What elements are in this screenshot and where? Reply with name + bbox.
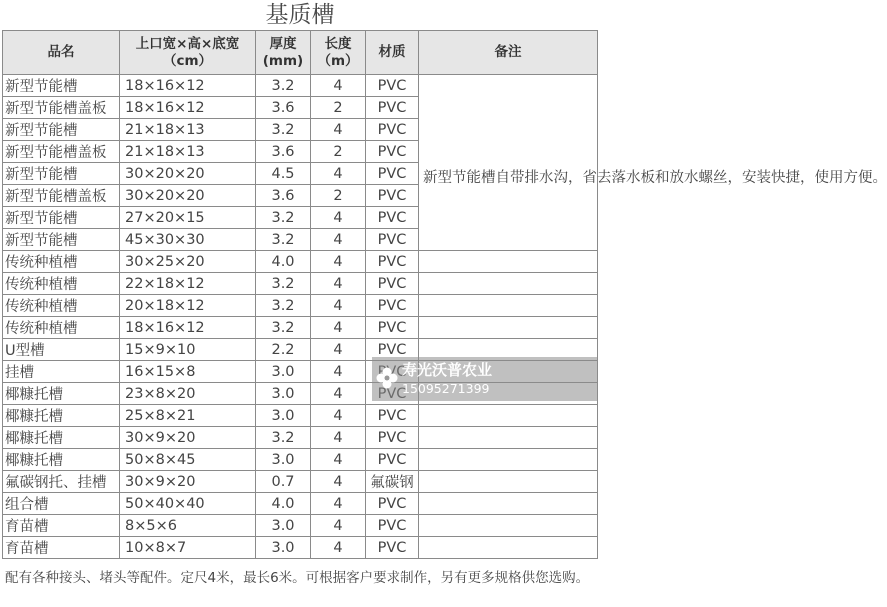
table-row — [3, 75, 598, 97]
cell-name: U型槽 — [3, 339, 120, 361]
cell-material: PVC — [366, 97, 419, 119]
cell-name: 新型节能槽 — [3, 75, 120, 97]
cell-thickness: 4.0 — [256, 251, 311, 273]
page-title: 基质槽 — [265, 2, 335, 28]
cell-length: 4 — [311, 471, 366, 493]
cell-material: PVC — [366, 185, 419, 207]
cell-thickness: 3.2 — [256, 229, 311, 251]
cell-thickness: 3.6 — [256, 185, 311, 207]
table-row — [3, 449, 598, 471]
cell-material: PVC — [366, 119, 419, 141]
header-length-line1: 长度 — [324, 35, 352, 52]
cell-material: 氟碳钢 — [366, 471, 419, 493]
cell-length: 4 — [311, 273, 366, 295]
table-row — [3, 493, 598, 515]
cell-material: PVC — [366, 295, 419, 317]
cell-material: PVC — [366, 229, 419, 251]
cell-thickness: 3.0 — [256, 515, 311, 537]
header-material: 材质 — [366, 31, 419, 75]
cell-name: 新型节能槽 — [3, 163, 120, 185]
cell-length: 4 — [311, 295, 366, 317]
spec-table — [2, 30, 887, 559]
header-thickness — [256, 31, 311, 75]
header-size-line2: （cm） — [162, 52, 213, 69]
cell-material: PVC — [366, 75, 419, 97]
cell-note-empty — [419, 537, 598, 559]
cell-thickness: 3.2 — [256, 207, 311, 229]
cell-size: 21×18×13 — [120, 119, 256, 141]
cell-name: 新型节能槽盖板 — [3, 185, 120, 207]
cell-length: 4 — [311, 515, 366, 537]
cell-length: 4 — [311, 493, 366, 515]
cell-length: 4 — [311, 405, 366, 427]
cell-material: PVC — [366, 141, 419, 163]
cell-name: 椰糠托槽 — [3, 383, 120, 405]
cell-size: 18×16×12 — [120, 317, 256, 339]
cell-length: 4 — [311, 229, 366, 251]
header-size — [120, 31, 256, 75]
cell-size: 30×9×20 — [120, 427, 256, 449]
cell-material: PVC — [366, 163, 419, 185]
cell-thickness: 3.2 — [256, 317, 311, 339]
cell-note-empty — [419, 295, 598, 317]
cell-size: 50×8×45 — [120, 449, 256, 471]
cell-size: 21×18×13 — [120, 141, 256, 163]
cell-thickness: 3.6 — [256, 141, 311, 163]
cell-thickness: 3.0 — [256, 383, 311, 405]
cell-name: 新型节能槽盖板 — [3, 141, 120, 163]
table-row — [3, 273, 598, 295]
cell-size: 8×5×6 — [120, 515, 256, 537]
cell-thickness: 3.2 — [256, 295, 311, 317]
cell-thickness: 3.2 — [256, 427, 311, 449]
table-row — [3, 537, 598, 559]
watermark-phone: 15095271399 — [402, 381, 490, 396]
cell-name: 氟碳钢托、挂槽 — [3, 471, 120, 493]
table-row — [3, 295, 598, 317]
cell-name: 传统种植槽 — [3, 251, 120, 273]
header-note: 备注 — [419, 31, 598, 75]
cell-size: 22×18×12 — [120, 273, 256, 295]
cell-thickness: 3.0 — [256, 449, 311, 471]
cell-thickness: 4.5 — [256, 163, 311, 185]
cell-length: 4 — [311, 537, 366, 559]
cell-thickness: 3.2 — [256, 273, 311, 295]
table-row — [3, 317, 598, 339]
cell-name: 新型节能槽 — [3, 229, 120, 251]
table-row — [3, 251, 598, 273]
cell-note-empty — [419, 471, 598, 493]
header-length-line2: （m） — [317, 52, 359, 69]
cell-note-empty — [419, 515, 598, 537]
cell-size: 23×8×20 — [120, 383, 256, 405]
cell-material: PVC — [366, 537, 419, 559]
cell-note-empty — [419, 317, 598, 339]
table-row — [3, 471, 598, 493]
cell-thickness: 3.2 — [256, 75, 311, 97]
cell-length: 4 — [311, 119, 366, 141]
cell-length: 2 — [311, 141, 366, 163]
cell-name: 椰糠托槽 — [3, 405, 120, 427]
cell-material: PVC — [366, 251, 419, 273]
cell-name: 新型节能槽盖板 — [3, 97, 120, 119]
cell-material: PVC — [366, 317, 419, 339]
cell-name: 新型节能槽 — [3, 119, 120, 141]
cell-length: 4 — [311, 449, 366, 471]
table-row — [3, 427, 598, 449]
cell-size: 45×30×30 — [120, 229, 256, 251]
table-row — [3, 405, 598, 427]
cell-length: 4 — [311, 251, 366, 273]
cell-note-empty — [419, 273, 598, 295]
cell-length: 4 — [311, 383, 366, 405]
cell-note-empty — [419, 449, 598, 471]
cell-size: 18×16×12 — [120, 97, 256, 119]
header-size-line1: 上口宽×高×底宽 — [135, 35, 240, 52]
cell-material: PVC — [366, 273, 419, 295]
table-body — [3, 75, 887, 559]
cell-size: 15×9×10 — [120, 339, 256, 361]
cell-size: 16×15×8 — [120, 361, 256, 383]
header-thickness-line1: 厚度 — [269, 35, 297, 52]
cell-note-empty — [419, 493, 598, 515]
cell-name: 传统种植槽 — [3, 273, 120, 295]
cell-size: 30×9×20 — [120, 471, 256, 493]
cell-thickness: 2.2 — [256, 339, 311, 361]
cell-thickness: 3.6 — [256, 97, 311, 119]
cell-material: PVC — [366, 515, 419, 537]
cell-material: PVC — [366, 405, 419, 427]
cell-name: 育苗槽 — [3, 515, 120, 537]
cell-name: 新型节能槽 — [3, 207, 120, 229]
cell-material: PVC — [366, 493, 419, 515]
cell-note-empty — [419, 427, 598, 449]
cell-thickness: 3.0 — [256, 361, 311, 383]
cell-size: 30×20×20 — [120, 163, 256, 185]
cell-size: 10×8×7 — [120, 537, 256, 559]
cell-size: 50×40×40 — [120, 493, 256, 515]
cell-size: 18×16×12 — [120, 75, 256, 97]
flower-logo-icon — [376, 365, 398, 391]
cell-thickness: 3.0 — [256, 537, 311, 559]
cell-length: 4 — [311, 427, 366, 449]
cell-length: 2 — [311, 185, 366, 207]
cell-name: 组合槽 — [3, 493, 120, 515]
cell-name: 椰糠托槽 — [3, 427, 120, 449]
cell-material: PVC — [366, 207, 419, 229]
cell-name: 椰糠托槽 — [3, 449, 120, 471]
cell-name: 传统种植槽 — [3, 295, 120, 317]
cell-length: 4 — [311, 75, 366, 97]
cell-material: PVC — [366, 339, 419, 361]
cell-length: 4 — [311, 361, 366, 383]
cell-length: 2 — [311, 97, 366, 119]
cell-size: 30×25×20 — [120, 251, 256, 273]
cell-size: 25×8×21 — [120, 405, 256, 427]
cell-length: 4 — [311, 339, 366, 361]
cell-thickness: 3.0 — [256, 405, 311, 427]
cell-material: PVC — [366, 427, 419, 449]
cell-note: 新型节能槽自带排水沟，省去落水板和放水螺丝，安装快捷，使用方便。 — [419, 75, 598, 251]
cell-size: 30×20×20 — [120, 185, 256, 207]
cell-note-empty — [419, 405, 598, 427]
cell-thickness: 0.7 — [256, 471, 311, 493]
cell-length: 4 — [311, 207, 366, 229]
cell-thickness: 4.0 — [256, 493, 311, 515]
cell-material: PVC — [366, 449, 419, 471]
header-thickness-line2: (mm) — [262, 52, 304, 69]
cell-name: 育苗槽 — [3, 537, 120, 559]
cell-length: 4 — [311, 317, 366, 339]
header-name: 品名 — [3, 31, 120, 75]
cell-name: 传统种植槽 — [3, 317, 120, 339]
table-header-row — [3, 31, 598, 75]
header-length — [311, 31, 366, 75]
watermark-company-name: 寿光沃普农业 — [402, 361, 493, 379]
cell-thickness: 3.2 — [256, 119, 311, 141]
watermark — [372, 357, 598, 401]
cell-name: 挂槽 — [3, 361, 120, 383]
cell-size: 27×20×15 — [120, 207, 256, 229]
cell-size: 20×18×12 — [120, 295, 256, 317]
table-row — [3, 515, 598, 537]
cell-note-empty — [419, 251, 598, 273]
footer-note: 配有各种接头、堵头等配件。定尺4米，最长6米。可根据客户要求制作，另有更多规格供您选购。 — [5, 570, 590, 586]
cell-length: 4 — [311, 163, 366, 185]
